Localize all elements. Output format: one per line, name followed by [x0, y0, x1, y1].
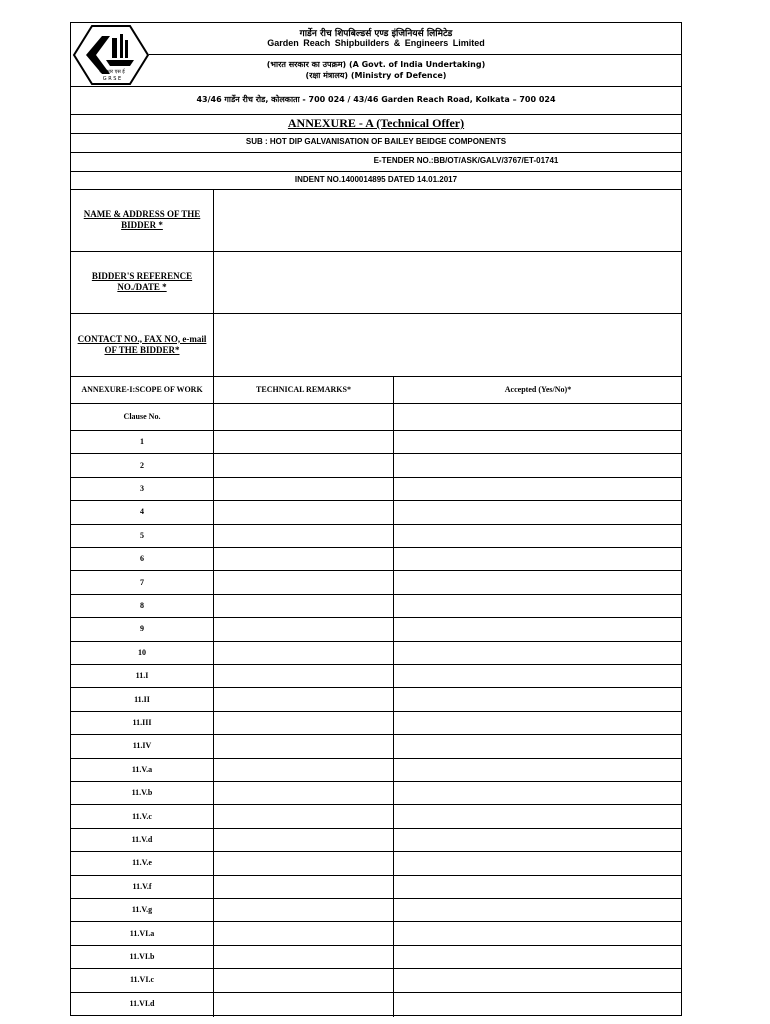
- clause-number: 11.V.g: [131, 905, 153, 915]
- clause-number: 11.V.c: [132, 811, 152, 821]
- technical-remarks-cell[interactable]: [214, 641, 393, 664]
- clause-number: 11.I: [135, 671, 149, 681]
- accepted-cell[interactable]: [394, 453, 682, 476]
- divider: [71, 114, 681, 115]
- accepted-cell[interactable]: [394, 992, 682, 1015]
- accepted-cell[interactable]: [394, 547, 682, 570]
- technical-remarks-cell[interactable]: [214, 898, 393, 921]
- clause-number: 11.V.e: [132, 858, 152, 868]
- accepted-cell[interactable]: [394, 687, 682, 710]
- technical-remarks-cell[interactable]: [214, 804, 393, 827]
- technical-remarks-cell[interactable]: [214, 828, 393, 851]
- technical-remarks-cell[interactable]: [214, 851, 393, 874]
- technical-remarks-cell[interactable]: [214, 430, 393, 453]
- accepted-cell[interactable]: [394, 921, 682, 944]
- svg-text:G R S E: G R S E: [102, 76, 122, 82]
- technical-remarks-cell[interactable]: [214, 687, 393, 710]
- document-title: ANNEXURE - A (Technical Offer): [287, 116, 465, 130]
- accepted-cell[interactable]: [394, 617, 682, 640]
- accepted-header: Accepted (Yes/No)*: [504, 385, 572, 394]
- clause-number: 1: [140, 437, 144, 447]
- technical-remarks-cell[interactable]: [214, 968, 393, 991]
- accepted-cell[interactable]: [394, 711, 682, 734]
- accepted-cell[interactable]: [394, 594, 682, 617]
- clause-number: 11.III: [132, 717, 152, 727]
- accepted-cell[interactable]: [394, 477, 682, 500]
- annexure-sheet: [70, 22, 682, 1016]
- divider: [71, 86, 681, 87]
- technical-remarks-header: TECHNICAL REMARKS*: [256, 385, 351, 394]
- technical-remarks-cell[interactable]: [214, 547, 393, 570]
- technical-remarks-cell[interactable]: [214, 921, 393, 944]
- indent-number: INDENT NO.1400014895 DATED 14.01.2017: [294, 175, 458, 184]
- accepted-cell[interactable]: [394, 898, 682, 921]
- technical-remarks-cell[interactable]: [214, 570, 393, 593]
- accepted-cell[interactable]: [394, 828, 682, 851]
- clause-number-header: Clause No.: [123, 412, 161, 421]
- clause-number: 11.VI.b: [129, 951, 155, 961]
- technical-remarks-cell[interactable]: [214, 594, 393, 617]
- accepted-cell[interactable]: [394, 968, 682, 991]
- subject-line: SUB : HOT DIP GALVANISATION OF BAILEY BEIDGE COMPONENTS: [245, 137, 507, 146]
- accepted-cell[interactable]: [394, 758, 682, 781]
- accepted-cell[interactable]: [394, 664, 682, 687]
- govt-undertaking-line: (भारत सरकार का उपक्रम) (A Govt. of India Undertaking): [266, 60, 486, 69]
- divider: [71, 133, 681, 134]
- technical-remarks-cell[interactable]: [214, 711, 393, 734]
- clause-number: 3: [140, 483, 144, 493]
- ministry-line: (रक्षा मंत्रालय) (Ministry of Defence): [305, 71, 447, 80]
- clause-number: 4: [140, 507, 144, 517]
- accepted-cell[interactable]: [394, 641, 682, 664]
- clause-number: 11.VI.c: [130, 975, 154, 985]
- divider: [71, 171, 681, 172]
- bidder-contact-field[interactable]: [214, 313, 682, 376]
- technical-remarks-cell[interactable]: [214, 992, 393, 1015]
- clause-number: 2: [140, 460, 144, 470]
- clause-number: 7: [140, 577, 144, 587]
- clause-number: 11.V.f: [132, 881, 152, 891]
- technical-remarks-cell[interactable]: [214, 781, 393, 804]
- clause-number: 10: [138, 647, 146, 657]
- technical-remarks-cell[interactable]: [214, 453, 393, 476]
- scope-of-work-header: ANNEXURE-I:SCOPE OF WORK: [81, 385, 203, 394]
- technical-remarks-cell[interactable]: [214, 875, 393, 898]
- technical-remarks-cell[interactable]: [214, 734, 393, 757]
- technical-remarks-cell[interactable]: [214, 524, 393, 547]
- svg-text:जी आर एस ई: जी आर एस ई: [99, 69, 125, 75]
- technical-remarks-cell[interactable]: [214, 617, 393, 640]
- clause-number: 11.VI.a: [129, 928, 155, 938]
- technical-remarks-cell[interactable]: [214, 758, 393, 781]
- accepted-cell[interactable]: [394, 430, 682, 453]
- bidder-reference-field[interactable]: [214, 251, 682, 313]
- accepted-cell[interactable]: [394, 570, 682, 593]
- accepted-cell[interactable]: [394, 524, 682, 547]
- bidder-name-field[interactable]: [214, 189, 682, 251]
- accepted-cell[interactable]: [394, 781, 682, 804]
- accepted-cell[interactable]: [394, 945, 682, 968]
- bidder-reference-label: BIDDER'S REFERENCE NO./DATE *: [91, 271, 193, 292]
- tender-number: E-TENDER NO.:BB/OT/ASK/GALV/3767/ET-01741: [373, 156, 559, 165]
- accepted-cell[interactable]: [394, 734, 682, 757]
- clause-number: 11.IV: [132, 741, 152, 751]
- clause-number: 11.V.b: [131, 788, 153, 798]
- company-name-hindi: गार्डेन रीच शिपबिल्डर्स एण्ड इंजिनियर्स लिमिटेड: [299, 29, 453, 39]
- accepted-cell[interactable]: [394, 804, 682, 827]
- divider: [71, 152, 681, 153]
- clause-number: 11.VI.d: [129, 998, 155, 1008]
- technical-remarks-cell[interactable]: [214, 664, 393, 687]
- accepted-cell[interactable]: [394, 500, 682, 523]
- bidder-contact-label: CONTACT NO., FAX NO, e-mail OF THE BIDDER*: [77, 333, 207, 355]
- accepted-cell[interactable]: [394, 851, 682, 874]
- company-name: Garden Reach Shipbuilders & Engineers Limited: [267, 38, 485, 48]
- clause-number: 8: [140, 600, 144, 610]
- clause-number: 11.II: [134, 694, 150, 704]
- clause-number: 9: [140, 624, 144, 634]
- technical-remarks-cell[interactable]: [214, 500, 393, 523]
- accepted-cell[interactable]: [394, 875, 682, 898]
- clause-number: 11.V.d: [131, 834, 153, 844]
- clause-number: 5: [140, 530, 144, 540]
- bidder-name-label: NAME & ADDRESS OF THE BIDDER *: [83, 209, 201, 230]
- clause-number: 6: [140, 554, 144, 564]
- divider: [149, 54, 681, 55]
- company-address: 43/46 गार्डेन रीच रोड, कोलकाता - 700 024 / 43/46 Garden Reach Road, Kolkata – 700 024: [196, 95, 556, 104]
- technical-remarks-cell[interactable]: [214, 477, 393, 500]
- clause-number: 11.V.a: [131, 764, 153, 774]
- technical-remarks-cell[interactable]: [214, 945, 393, 968]
